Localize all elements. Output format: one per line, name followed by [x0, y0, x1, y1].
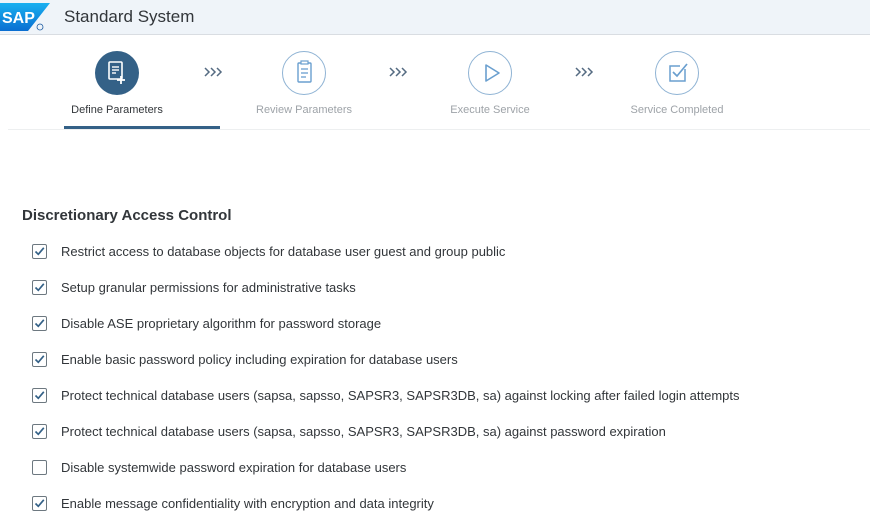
option-label: Setup granular permissions for administrative tasks: [61, 280, 356, 295]
option-row[interactable]: [32, 314, 862, 334]
checkbox-checked[interactable]: [32, 388, 47, 403]
step-label: Define Parameters: [71, 104, 163, 116]
option-row[interactable]: [32, 422, 862, 442]
checkbox-checked[interactable]: [32, 244, 47, 259]
option-label: Protect technical database users (sapsa, sapsso, SAPSR3, SAPSR3DB, sa) against locking after failed login attempts: [61, 388, 740, 403]
option-label: Protect technical database users (sapsa, sapsso, SAPSR3, SAPSR3DB, sa) against password expiration: [61, 424, 666, 439]
checkbox-unchecked[interactable]: [32, 460, 47, 475]
option-row[interactable]: [32, 386, 862, 406]
document-list-icon: [283, 52, 327, 96]
play-icon: [469, 52, 513, 96]
option-row[interactable]: [32, 242, 862, 262]
document-add-icon: [95, 51, 139, 95]
checkmark-icon: [34, 390, 45, 401]
option-row[interactable]: [32, 350, 862, 370]
checkmark-icon: [34, 354, 45, 365]
option-row[interactable]: [32, 458, 862, 478]
sap-logo[interactable]: [0, 3, 50, 31]
option-label: Enable message confidentiality with encryption and data integrity: [61, 496, 434, 511]
step-circle: [282, 51, 326, 95]
section-title: Discretionary Access Control: [22, 207, 232, 224]
wizard-step-define-parameters[interactable]: [32, 35, 202, 129]
wizard-step-execute-service[interactable]: [405, 35, 575, 129]
option-label: Disable systemwide password expiration for database users: [61, 460, 407, 475]
checkmark-icon: [34, 426, 45, 437]
step-label: Execute Service: [450, 104, 530, 116]
step-label: Review Parameters: [256, 104, 352, 116]
checkmark-icon: [34, 282, 45, 293]
option-label: Disable ASE proprietary algorithm for password storage: [61, 316, 382, 331]
app-title: Standard System: [64, 7, 195, 26]
checkbox-checked[interactable]: [32, 316, 47, 331]
checkmark-box-icon: [656, 52, 700, 96]
shell-header: [0, 0, 870, 35]
checkbox-checked[interactable]: [32, 424, 47, 439]
option-label: Restrict access to database objects for database user guest and group public: [61, 244, 506, 259]
option-row[interactable]: [32, 494, 862, 514]
step-circle: [655, 51, 699, 95]
checkbox-checked[interactable]: [32, 280, 47, 295]
wizard-progress-bar: [8, 35, 870, 130]
option-label: Enable basic password policy including expiration for database users: [61, 352, 458, 367]
checkbox-checked[interactable]: [32, 496, 47, 511]
checkmark-icon: [34, 498, 45, 509]
wizard-step-service-completed[interactable]: [592, 35, 762, 129]
logo-text: SAP: [2, 10, 35, 27]
checkmark-icon: [34, 246, 45, 257]
step-circle: [468, 51, 512, 95]
option-row[interactable]: [32, 278, 862, 298]
active-step-indicator: [64, 126, 220, 129]
step-label: Service Completed: [630, 104, 724, 116]
checkmark-icon: [34, 318, 45, 329]
wizard-step-review-parameters[interactable]: [219, 35, 389, 129]
checkbox-checked[interactable]: [32, 352, 47, 367]
step-circle: [95, 51, 139, 95]
